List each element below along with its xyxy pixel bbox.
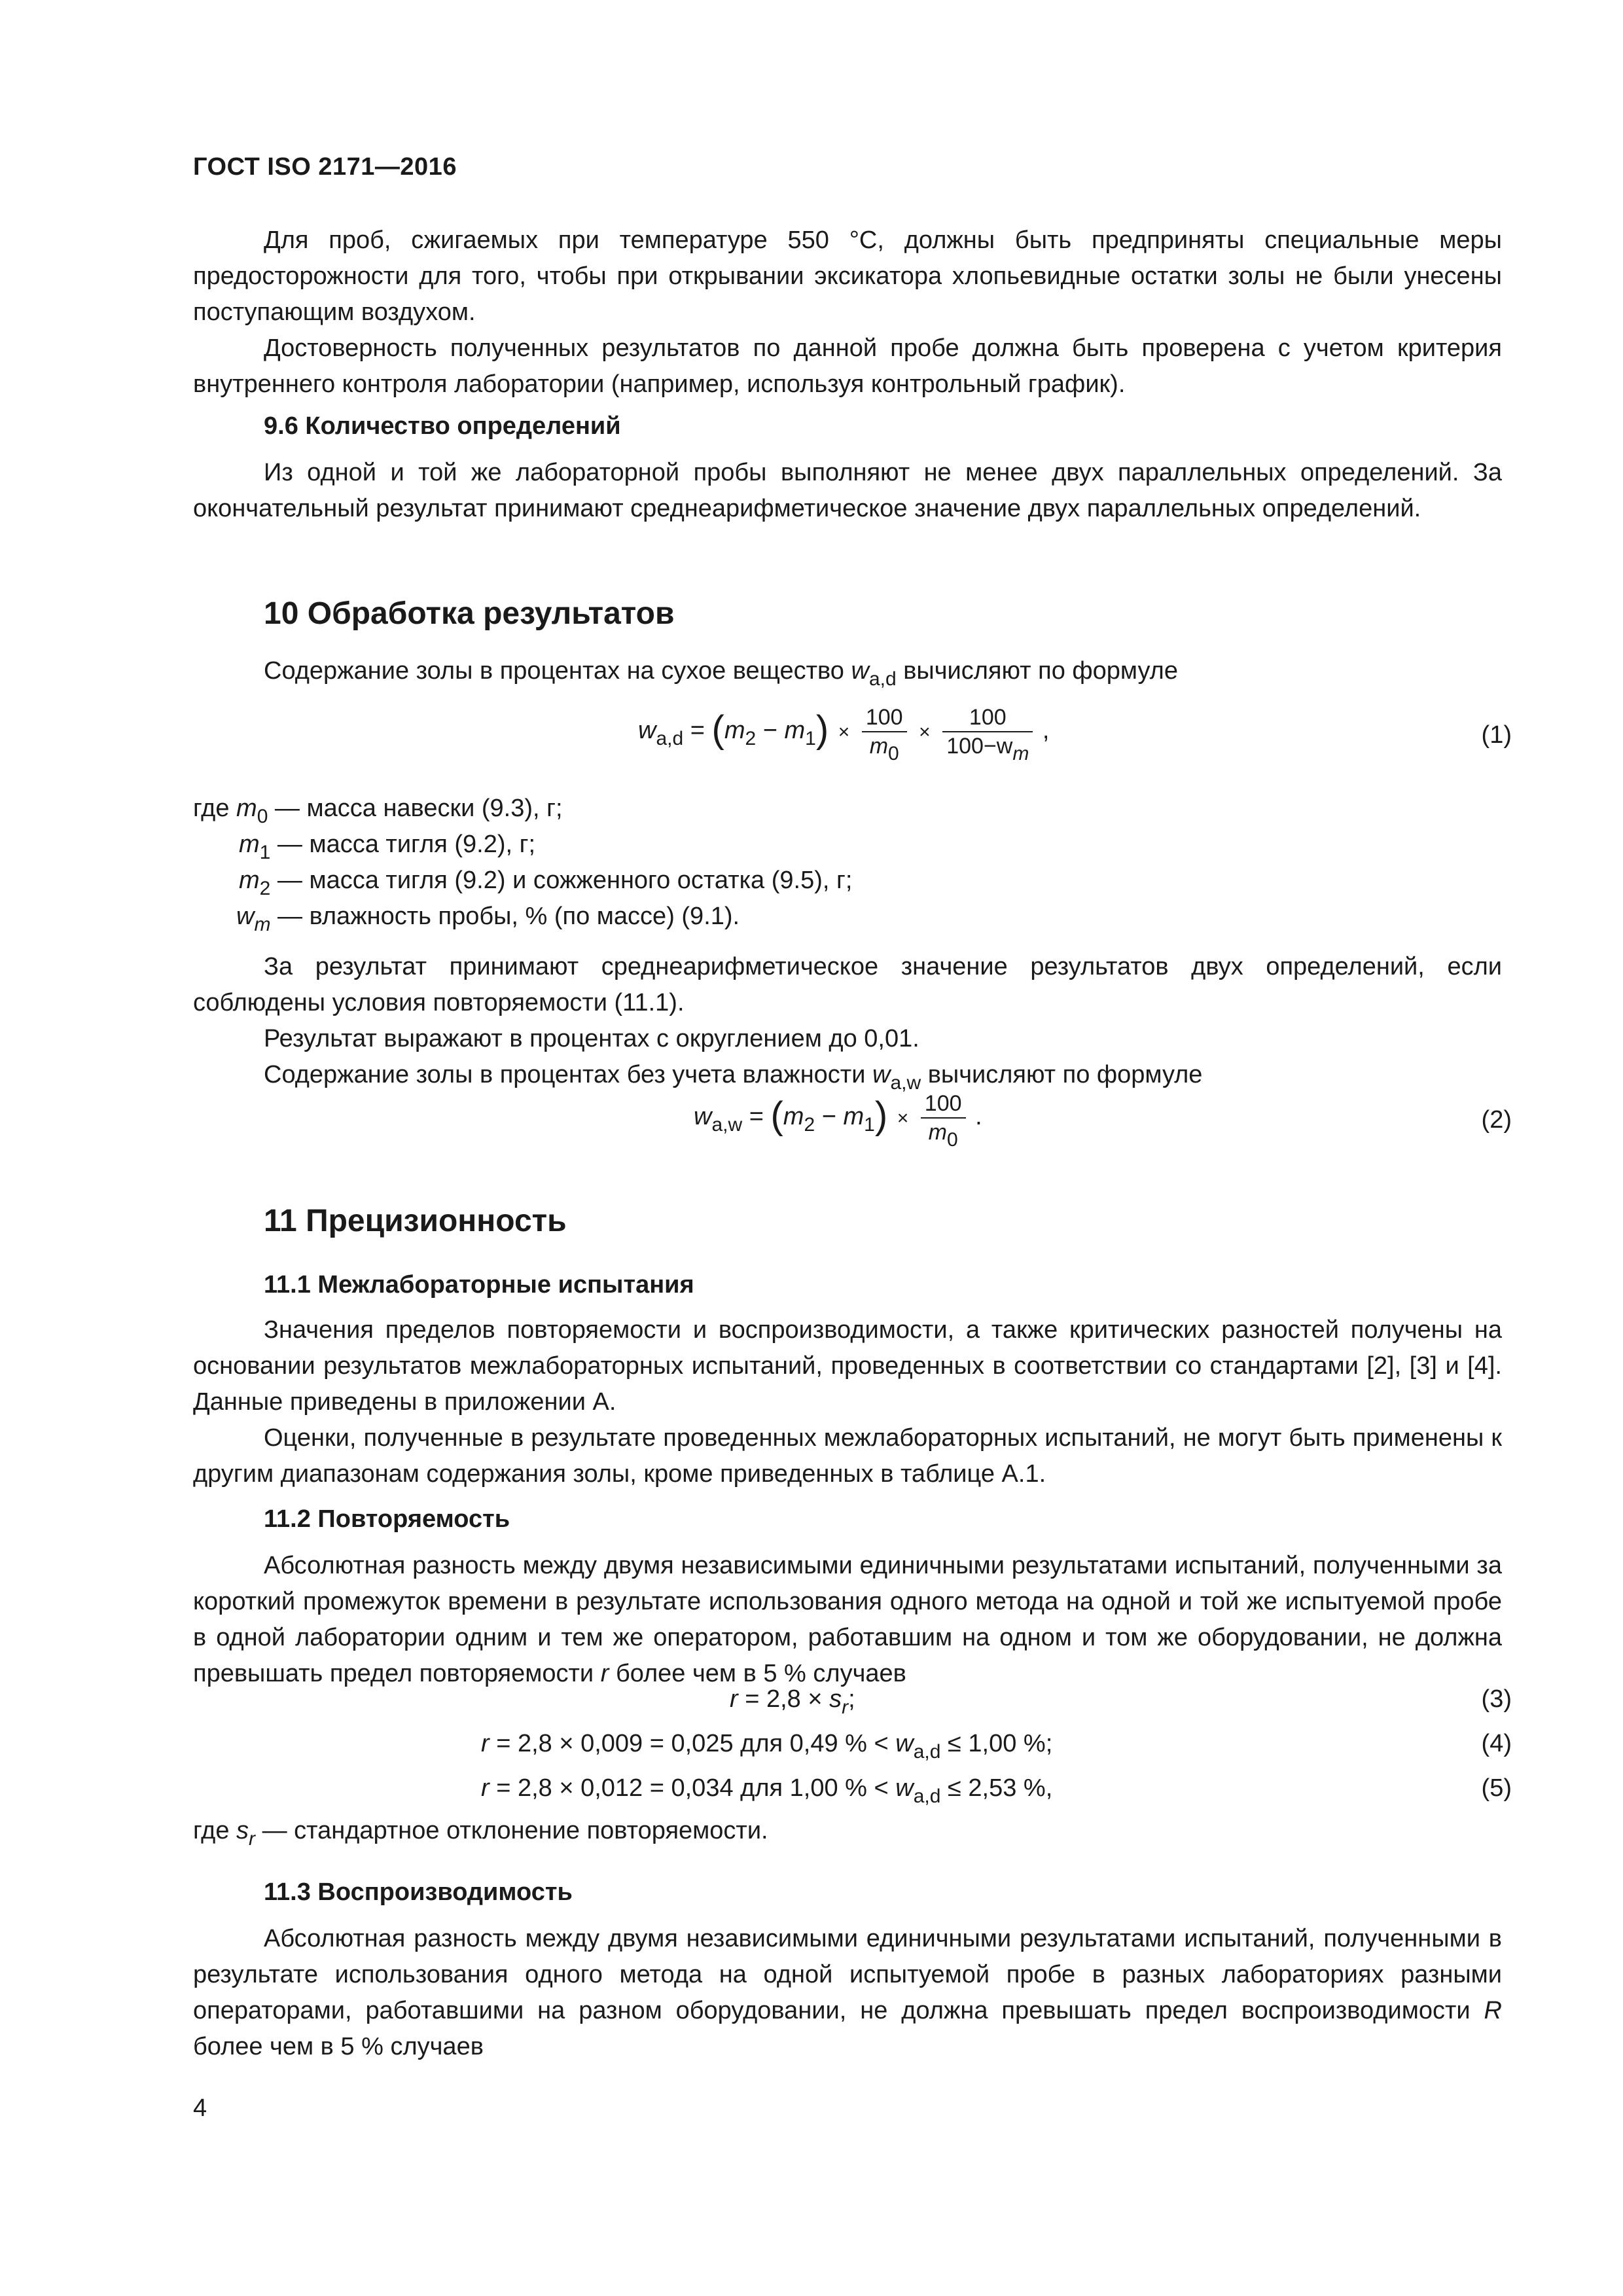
paragraph: Для проб, сжигаемых при температуре 550 °С, должны быть предприняты специальные меры предосторожности для того, чтобы при открывании эксикатора хлопьевидные остатки золы не были унесены поступающим воздухом.	[193, 226, 1502, 326]
section-11-3-text	[193, 1921, 1502, 2065]
formula-2: $w_{a,w} = (m_2 - m_1)$ × $\frac{100}{m_0}$ .	[694, 1091, 982, 1151]
formula-4: r = 2,8 × 0,009 = 0,025 для 0,49 % < $w_{a,d} \le 1,00$ %;	[481, 1730, 1053, 1763]
where-item: $w_m$ — влажность пробы, % (по массе) (9.1).	[236, 903, 740, 935]
formula-number: (1)	[1481, 721, 1512, 749]
formula-1: $w_{a,d} = (m_2 - m_1)$ × $\frac{100}{m_0}$ × $\frac{100}{100-w_m}$ ,	[638, 705, 1050, 764]
formula-number: (4)	[1481, 1730, 1512, 1757]
document-header: ГОСТ ISO 2171—2016	[193, 153, 457, 181]
section-11-2-text	[193, 1548, 1502, 1692]
paragraph: Достоверность полученных результатов по данной пробе должна быть проверена с учетом критерия внутреннего контроля лаборатории (например, используя контрольный график).	[193, 334, 1502, 398]
section-heading-11-3: 11.3 Воспроизводимость	[264, 1878, 573, 1906]
formula-3: $r = 2,8 \times s_r$;	[730, 1685, 855, 1718]
symbol: w	[851, 657, 869, 685]
paragraph: Абсолютная разность между двумя независимыми единичными результатами испытаний, полученными за короткий промежуток времени в результате использования одного метода на одной и той же испытуемой пробе в одной лаборатории одним и тем же оператором, работавшим на одном и том же оборудовании, не должна превышать предел повторяемости r более чем в 5 % случаев	[193, 1552, 1502, 1687]
paragraph: Результат выражают в процентах с округлением до 0,01.	[264, 1025, 919, 1052]
section-10-intro	[193, 653, 1502, 689]
section-heading-11-1: 11.1 Межлабораторные испытания	[264, 1271, 694, 1299]
paragraph: Значения пределов повторяемости и воспроизводимости, а также критических разностей получены на основании результатов межлабораторных испытаний, проведенных в соответствии со стандартами [2], [3] и [4]. Данные приведены в приложении А.	[193, 1316, 1502, 1416]
formula-number: (5)	[1481, 1774, 1512, 1802]
section-10-body	[193, 949, 1502, 1093]
formula-5: r = 2,8 × 0,012 = 0,034 для 1,00 % < $w_{a,d} \le 2,53$ %,	[481, 1774, 1053, 1807]
fraction: $\frac{100}{m_0}$	[862, 704, 907, 760]
where-item: $m_1$ — масса тигля (9.2), г;	[239, 831, 536, 863]
section-heading-11-2: 11.2 Повторяемость	[264, 1505, 510, 1533]
page-number: 4	[193, 2094, 207, 2122]
where-item: где $m_0$ — масса навески (9.3), г;	[193, 795, 563, 827]
paragraph: Оценки, полученные в результате проведенных межлабораторных испытаний, не могут быть применены к другим диапазонам содержания золы, кроме приведенных в таблице А.1.	[193, 1424, 1502, 1488]
intro-block	[193, 223, 1502, 403]
where-list: где $s_r$ — стандартное отклонение повторяемости.	[193, 1817, 768, 1850]
paragraph: За результат принимают среднеарифметическое значение результатов двух определений, если соблюдены условия повторяемости (11.1).	[193, 953, 1502, 1016]
paragraph: Из одной и той же лабораторной пробы выполняют не менее двух параллельных определений. За окончательный результат принимают среднеарифметическое значение двух параллельных определений.	[193, 459, 1502, 522]
section-heading-11: 11 Прецизионность	[264, 1204, 567, 1238]
formula-number: (3)	[1481, 1685, 1512, 1713]
fraction: $\frac{100}{100-w_m}$	[942, 704, 1033, 760]
where-list	[193, 791, 852, 935]
paragraph: Содержание золы в процентах на сухое вещество $w_{a,d}$ вычисляют по формуле	[264, 657, 1178, 690]
section-11-1-text	[193, 1312, 1502, 1492]
where-item: $m_2$ — масса тигля (9.2) и сожженного остатка (9.5), г;	[239, 867, 853, 899]
section-9-6-text	[193, 455, 1502, 527]
section-heading-9-6: 9.6 Количество определений	[264, 412, 621, 440]
fraction: $\frac{100}{m_0}$	[921, 1090, 966, 1146]
formula-number: (2)	[1481, 1106, 1512, 1134]
paragraph: Абсолютная разность между двумя независимыми единичными результатами испытаний, полученными в результате использования одного метода на одной испытуемой пробе в разных лабораториях разными операторами, работавшими на разном оборудовании, не должна превышать предел воспроизводимости R более чем в 5 % случаев	[193, 1925, 1502, 2060]
paragraph: Содержание золы в процентах без учета влажности $w_{a,w}$ вычисляют по формуле	[264, 1061, 1203, 1094]
section-heading-10: 10 Обработка результатов	[264, 596, 675, 631]
